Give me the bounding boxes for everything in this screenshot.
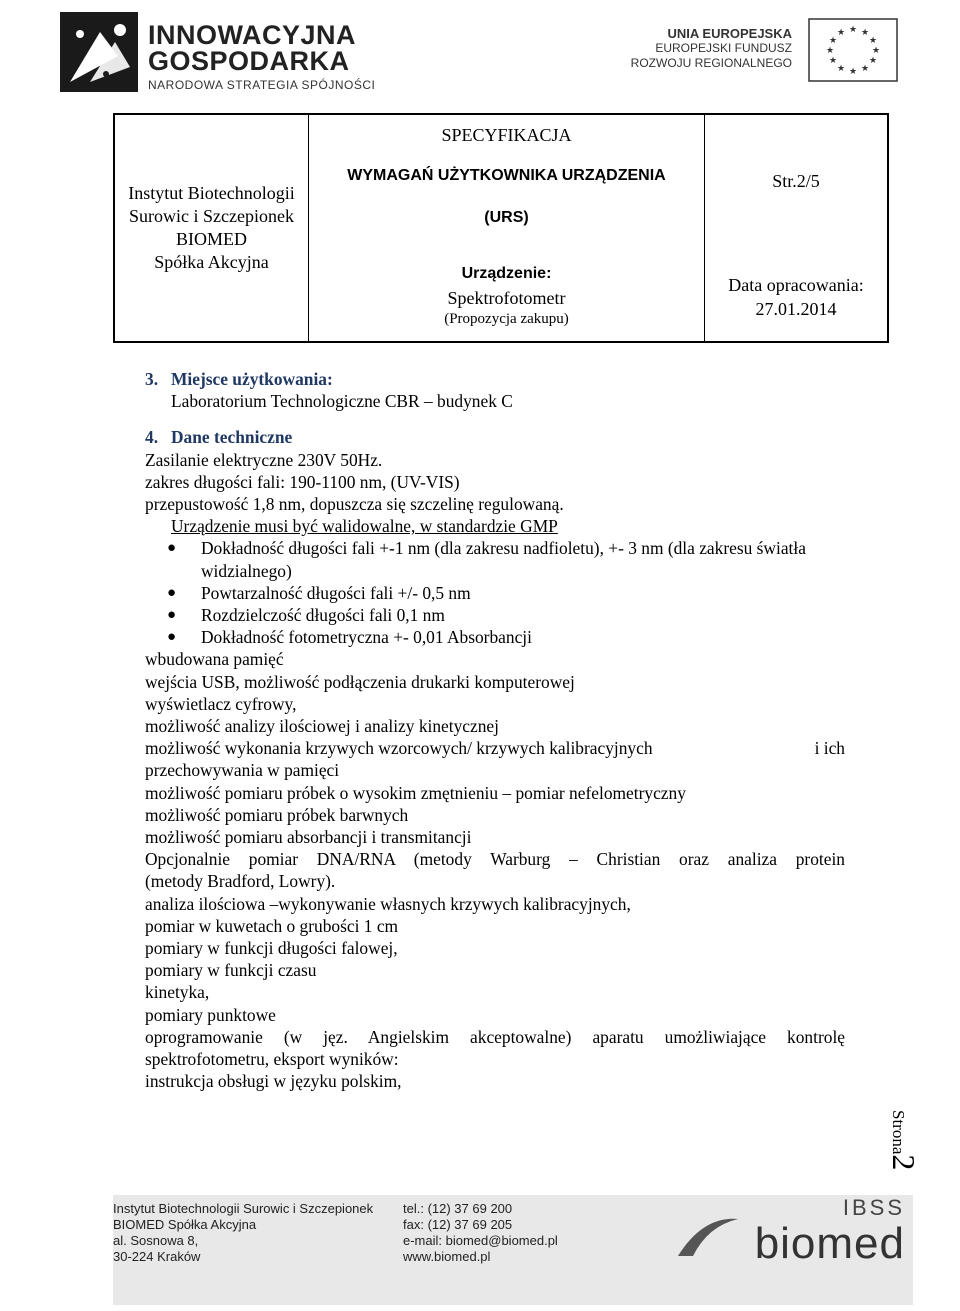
bullet-icon: ● (167, 540, 177, 557)
validation-requirement: Urządzenie musi być walidowalne, w standardzie GMP (171, 516, 558, 537)
date-label: Data opracowania: (728, 275, 864, 295)
eu-logo (630, 18, 910, 88)
spec-line: wyświetlacz cyfrowy, (145, 693, 297, 714)
svg-text:★: ★ (860, 28, 870, 38)
dna-rna-methods: (metody Bradford, Lowry). (145, 871, 336, 892)
spec-line: wejścia USB, możliwość podłączenia drukarki komputerowej (145, 671, 575, 692)
spec-line: możliwość pomiaru próbek barwnych (145, 804, 409, 825)
curves-line (145, 737, 845, 759)
footer-email: e-mail: biomed@biomed.pl (403, 1233, 558, 1248)
section3-number: 3. (145, 369, 159, 389)
innowacyjna-gospodarka-mark-icon (60, 12, 138, 92)
software-line-cont: spektrofotometru, eksport wyników: (145, 1049, 399, 1070)
title-cell (309, 115, 705, 341)
device-name: Spektrofotometr (447, 288, 566, 308)
spec-line: przepustowość 1,8 nm, dopuszcza się szczelinę regulowaną. (145, 494, 564, 515)
page-footer (113, 1195, 913, 1305)
software-line: oprogramowanie (w jęz. Angielskim akceptowalne) aparatu umożliwiające kontrolę (145, 1026, 845, 1047)
bullet-icon: ● (167, 629, 177, 646)
section3-title: Miejsce użytkowania: (171, 369, 333, 389)
document-body (145, 368, 845, 1093)
spec-line: pomiary punktowe (145, 1004, 276, 1025)
footer-line: BIOMED Spółka Akcyjna (113, 1217, 257, 1232)
footer-fax: fax: (12) 37 69 205 (403, 1217, 513, 1232)
footer-website: www.biomed.pl (403, 1249, 491, 1264)
svg-text:★: ★ (871, 46, 881, 56)
curves-continuation: przechowywania w pamięci (145, 760, 340, 781)
bullet-item: ● Dokładność długości fali +-1 nm (dla zakresu nadfioletu), +- 3 nm (dla zakresu światła widzialnego) (167, 538, 806, 581)
spec-line: analiza ilościowa –wykonywanie własnych krzywych kalibracyjnych, (145, 893, 631, 914)
spec-title: SPECYFIKACJA (441, 125, 572, 145)
bullet-item: ● Rozdzielczość długości fali 0,1 nm (167, 605, 445, 626)
svg-text:★: ★ (836, 64, 846, 74)
institute-cell (115, 115, 309, 341)
device-label: Urządzenie: (461, 265, 552, 282)
side-page-number: 2 (886, 1154, 922, 1171)
spec-line: pomiary w funkcji długości falowej, (145, 938, 398, 959)
eu-line2: EUROPEJSKI FUNDUSZ (655, 41, 792, 55)
footer-address (113, 1201, 373, 1265)
footer-line: 30-224 Kraków (113, 1249, 201, 1264)
bullet-item: ● Dokładność fotometryczna +- 0,01 Absorbancji (167, 627, 532, 648)
section3-heading (145, 368, 845, 390)
section4-heading (145, 426, 845, 448)
svg-text:★: ★ (836, 28, 846, 38)
eu-line1: UNIA EUROPEJSKA (667, 26, 792, 41)
svg-text:★: ★ (868, 36, 878, 46)
side-page-marker (882, 1110, 922, 1190)
accuracy-bullet-list (145, 537, 845, 648)
institute-line3: BIOMED (176, 229, 247, 249)
spec-header-table (113, 113, 889, 343)
spec-lines-a (145, 449, 845, 516)
institute-line4: Spółka Akcyjna (154, 252, 269, 272)
ig-title-line2: GOSPODARKA (148, 46, 350, 76)
svg-text:★: ★ (828, 36, 838, 46)
ig-subtitle: NARODOWA STRATEGIA SPÓJNOŚCI (148, 78, 376, 92)
dna-rna-line: Opcjonalnie pomiar DNA/RNA (metody Warburg – Christian oraz analiza protein (145, 849, 845, 870)
svg-text:★: ★ (848, 25, 858, 35)
spec-line: pomiary w funkcji czasu (145, 960, 317, 981)
ig-title (148, 22, 356, 74)
device-note: (Propozycja zakupu) (444, 311, 569, 327)
footer-phone: tel.: (12) 37 69 200 (403, 1201, 513, 1216)
institute-line1: Instytut Biotechnologii (128, 183, 295, 203)
svg-text:★: ★ (868, 56, 878, 66)
bullet-item: ● Powtarzalność długości fali +/- 0,5 nm (167, 582, 471, 603)
spec-line: Zasilanie elektryczne 230V 50Hz. (145, 449, 383, 470)
urs-code: (URS) (484, 209, 529, 226)
meta-cell (705, 115, 887, 341)
date-value: 27.01.2014 (755, 299, 837, 319)
spec-line: możliwość pomiaru próbek o wysokim zmętnieniu – pomiar nefelometryczny (145, 782, 686, 803)
spec-line: możliwość analizy ilościowej i analizy kinetycznej (145, 716, 499, 737)
svg-text:★: ★ (828, 56, 838, 66)
biomed-logo-text: biomed (754, 1219, 905, 1268)
page-number: Str.2/5 (772, 171, 820, 191)
svg-text:★: ★ (825, 46, 835, 56)
spec-lines-b (145, 648, 845, 737)
spec-lines-c (145, 782, 845, 849)
section3-text: Laboratorium Technologiczne CBR – budynek C (171, 391, 513, 412)
bullet-icon: ● (167, 607, 177, 624)
innowacyjna-gospodarka-logo (60, 12, 400, 92)
spec-line: zakres długości fali: 190-1100 nm, (UV-VIS) (145, 471, 460, 492)
institute-line2: Surowic i Szczepionek (129, 206, 294, 226)
side-page-word: Strona (889, 1110, 908, 1155)
eu-line3: ROZWOJU REGIONALNEGO (630, 56, 792, 70)
manual-line: instrukcja obsługi w języku polskim, (145, 1071, 402, 1092)
section4-title: Dane techniczne (171, 427, 293, 448)
ig-title-line1: INNOWACYJNA (148, 20, 357, 50)
spec-lines-d (145, 893, 845, 1026)
footer-line: al. Sosnowa 8, (113, 1233, 199, 1248)
bullet-icon: ● (167, 584, 177, 601)
footer-line: Instytut Biotechnologii Surowic i Szczepionek (113, 1201, 374, 1216)
spec-line: pomiar w kuwetach o grubości 1 cm (145, 915, 399, 936)
eu-text (631, 26, 792, 71)
spec-line: wbudowana pamięć (145, 649, 284, 670)
curves-left: możliwość wykonania krzywych wzorcowych/ krzywych kalibracyjnych (145, 738, 653, 759)
curves-right: i ich (814, 738, 845, 759)
spec-line: możliwość pomiaru absorbancji i transmitancji (145, 827, 472, 848)
svg-text:★: ★ (848, 67, 858, 77)
eu-flag-icon (808, 18, 898, 82)
footer-contact (403, 1201, 558, 1265)
biomed-swoosh-icon (673, 1211, 743, 1261)
spec-line: kinetyka, (145, 982, 210, 1003)
section4-number: 4. (145, 427, 159, 448)
ibss-logo-text: IBSS (842, 1195, 905, 1220)
svg-text:★: ★ (860, 64, 870, 74)
urs-title: WYMAGAŃ UŻYTKOWNIKA URZĄDZENIA (347, 167, 666, 184)
